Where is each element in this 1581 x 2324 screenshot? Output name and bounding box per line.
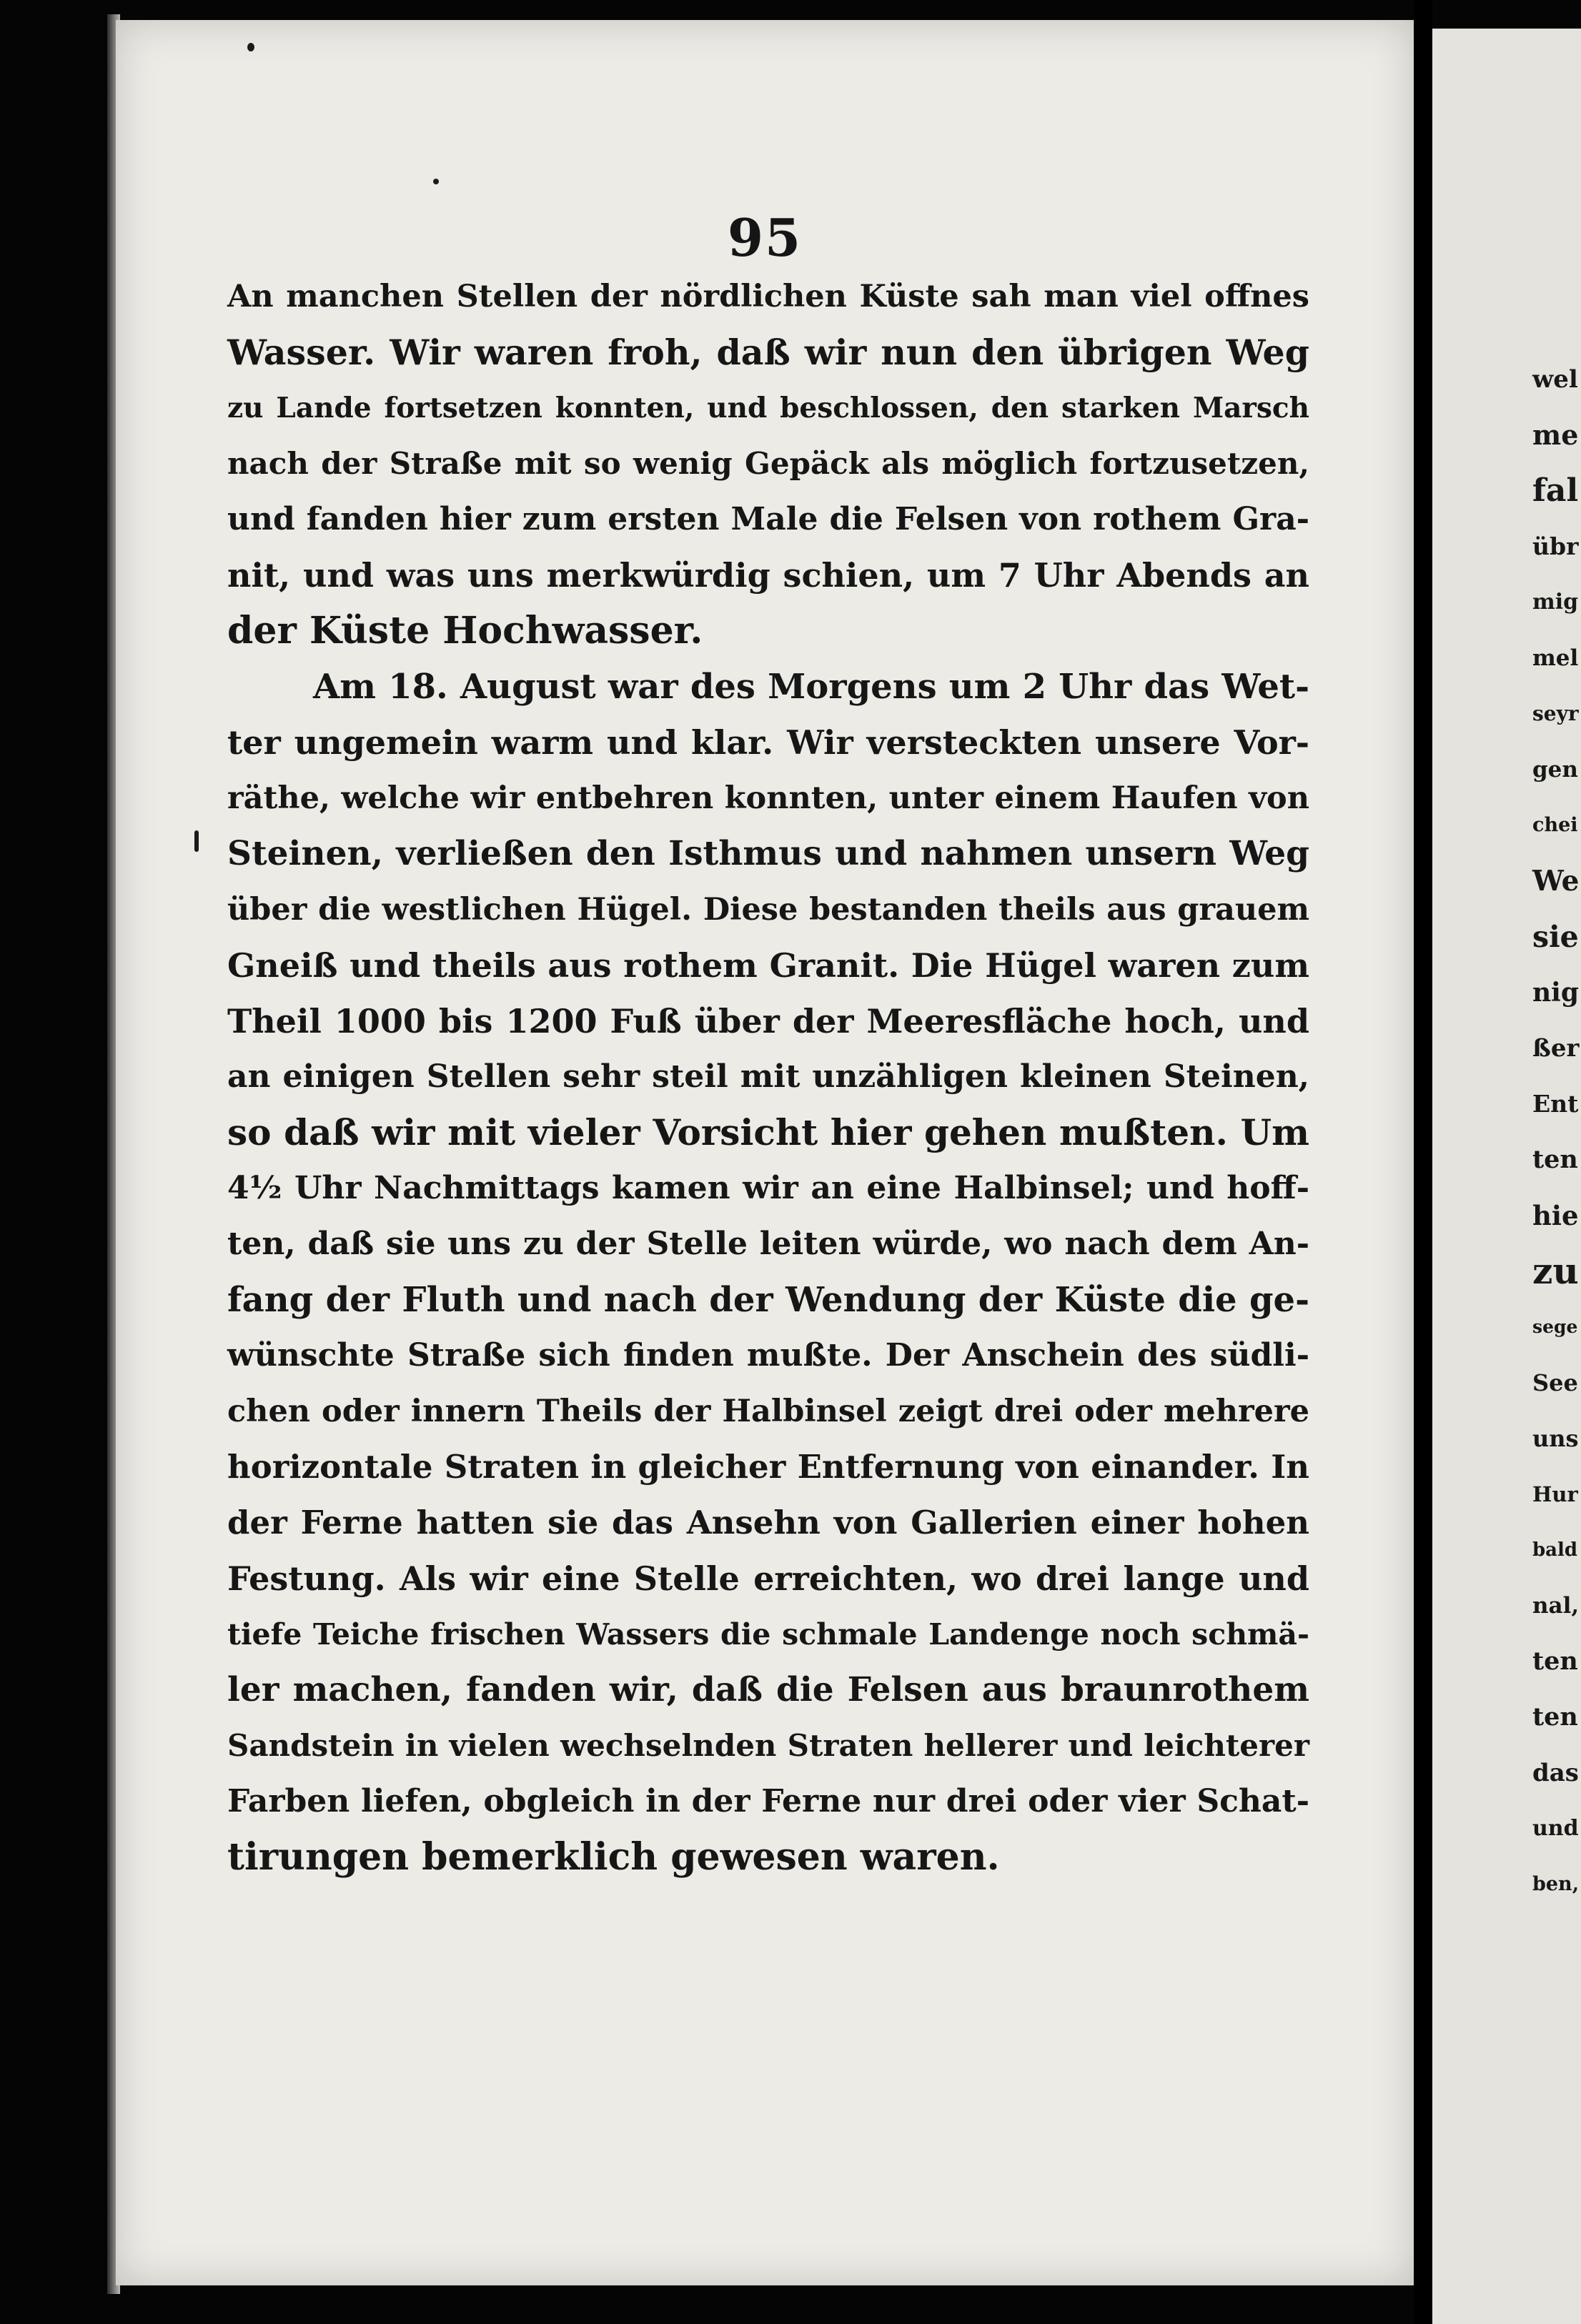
ink-spot (433, 179, 439, 184)
facing-page-fragment: Ent (1532, 1090, 1579, 1118)
facing-page-fragment: ten (1532, 1647, 1578, 1676)
text-line: ten, daß sie uns zu der Stelle leiten würde, wo nach dem An- (227, 1226, 1309, 1262)
ink-spot (194, 830, 199, 852)
text-line: Farben liefen, obgleich in der Ferne nur drei oder vier Schat- (227, 1783, 1309, 1819)
text-line: an einigen Stellen sehr steil mit unzähligen kleinen Steinen, (227, 1058, 1309, 1095)
facing-page-fragment: Hur (1532, 1482, 1578, 1506)
facing-page-fragment: sie (1532, 920, 1579, 954)
text-line: und fanden hier zum ersten Male die Felsen von rothem Gra- (227, 501, 1309, 537)
text-line: An manchen Stellen der nördlichen Küste sah man viel offnes (227, 279, 1309, 314)
facing-page-fragment: nig (1532, 978, 1580, 1008)
text-line: Gneiß und theils aus rothem Granit. Die Hügel waren zum (227, 946, 1309, 985)
facing-page-fragment: seyr (1532, 702, 1579, 725)
facing-page-fragment: mig (1532, 590, 1579, 615)
facing-page-fragment: sege (1532, 1316, 1578, 1337)
text-line: nit, und was uns merkwürdig schien, um 7 Uhr Abends an (227, 556, 1309, 595)
facing-page-fragment: ten (1532, 1145, 1578, 1174)
text-line: nach der Straße mit so wenig Gepäck als möglich fortzusetzen, (227, 446, 1309, 481)
text-line: Theil 1000 bis 1200 Fuß über der Meeresfläche hoch, und (227, 1002, 1309, 1041)
facing-page-fragment: me (1532, 419, 1579, 451)
text-line: tiefe Teiche frischen Wassers die schmale Landenge noch schmä- (227, 1617, 1309, 1652)
text-line: ter ungemein warm und klar. Wir versteckten unsere Vor- (227, 723, 1309, 762)
text-line: tirungen bemerklich gewesen waren. (227, 1835, 1000, 1879)
text-line: Am 18. August war des Morgens um 2 Uhr das Wet- (313, 667, 1309, 707)
facing-page-fragment: wel (1532, 365, 1578, 394)
ink-spot (247, 43, 254, 51)
page-number: 95 (727, 207, 803, 268)
text-line: chen oder innern Theils der Halbinsel zeigt drei oder mehrere (227, 1394, 1309, 1429)
text-line: der Ferne hatten sie das Ansehn von Gallerien einer hohen (227, 1504, 1309, 1541)
facing-page-fragment: See (1532, 1369, 1578, 1396)
facing-page-fragment: und (1532, 1816, 1579, 1841)
facing-page-fragment: fal (1532, 472, 1579, 509)
facing-page-fragment: chei (1532, 814, 1578, 836)
text-line: über die westlichen Hügel. Diese bestanden theils aus grauem (227, 892, 1309, 928)
text-line: ler machen, fanden wir, daß die Felsen aus braunrothem (227, 1670, 1309, 1709)
page-gutter (1414, 0, 1432, 2324)
text-line: der Küste Hochwasser. (227, 609, 703, 652)
facing-page-fragment: übr (1532, 532, 1579, 560)
facing-page-fragment: ten (1532, 1702, 1578, 1732)
facing-page-fragment: hie (1532, 1200, 1579, 1231)
facing-page-fragment: bald (1532, 1539, 1578, 1561)
text-line: so daß wir mit vieler Vorsicht hier gehen mußten. Um (227, 1111, 1309, 1153)
facing-page-fragment: das (1532, 1759, 1579, 1787)
facing-page-fragment: zu (1532, 1250, 1579, 1292)
text-line: horizontale Straten in gleicher Entfernung von einander. In (227, 1448, 1309, 1486)
text-line: Steinen, verließen den Isthmus und nahmen unsern Weg (227, 834, 1309, 873)
text-line: 4½ Uhr Nachmittags kamen wir an eine Halbinsel; und hoff- (227, 1170, 1309, 1206)
text-line: Sandstein in vielen wechselnden Straten hellerer und leichterer (227, 1728, 1309, 1763)
facing-page-fragment: uns (1532, 1425, 1579, 1452)
text-line: räthe, welche wir entbehren konnten, unter einem Haufen von (227, 780, 1309, 816)
text-line: fang der Fluth und nach der Wendung der Küste die ge- (227, 1280, 1309, 1320)
facing-page-fragment: ben, (1532, 1873, 1580, 1895)
text-line: wünschte Straße sich finden mußte. Der Anschein des südli- (227, 1337, 1309, 1374)
text-line: Wasser. Wir waren froh, daß wir nun den übrigen Weg (227, 332, 1309, 373)
facing-page-fragment: ßer (1532, 1034, 1580, 1063)
facing-page-fragment: gen (1532, 757, 1578, 783)
facing-page-fragment: nal, (1532, 1593, 1580, 1619)
facing-page (1432, 29, 1581, 2324)
text-line: Festung. Als wir eine Stelle erreichten, wo drei lange und (227, 1559, 1309, 1598)
facing-page-fragment: We (1532, 865, 1580, 898)
text-line: zu Lande fortsetzen konnten, und beschlossen, den starken Marsch (227, 392, 1309, 424)
facing-page-fragment: mel (1532, 645, 1579, 671)
